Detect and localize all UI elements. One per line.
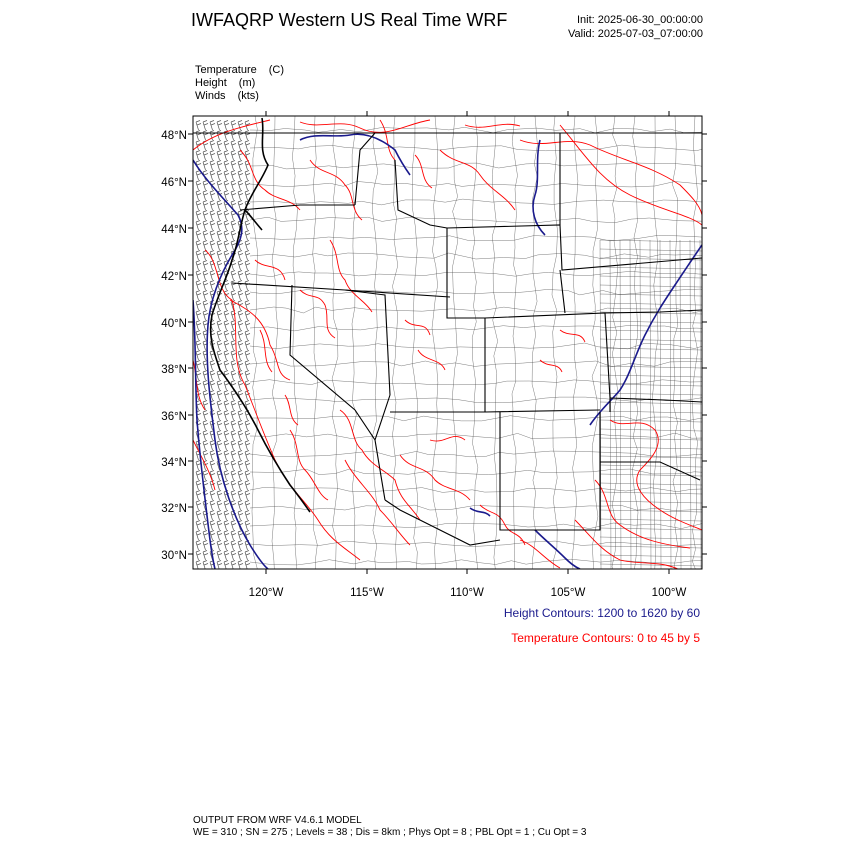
init-time: Init: 2025-06-30_00:00:00 bbox=[577, 14, 703, 26]
county-borders bbox=[250, 116, 728, 592]
lon-label: 100°W bbox=[651, 587, 687, 599]
lon-label: 120°W bbox=[248, 587, 284, 599]
lat-label: 30°N bbox=[161, 550, 187, 562]
lat-label: 38°N bbox=[161, 364, 187, 376]
lat-label: 48°N bbox=[161, 130, 187, 142]
lat-label: 36°N bbox=[161, 411, 187, 423]
lat-label: 40°N bbox=[161, 318, 187, 330]
temperature-contours bbox=[193, 120, 702, 570]
lon-label: 115°W bbox=[350, 587, 384, 599]
lon-label: 105°W bbox=[550, 587, 586, 599]
height-contours bbox=[193, 134, 702, 569]
height-contour-legend: Height Contours: 1200 to 1620 by 60 bbox=[503, 606, 700, 620]
state-borders bbox=[193, 133, 702, 545]
variable-temperature: Temperature (C) bbox=[195, 64, 285, 76]
map-title: IWFAQRP Western US Real Time WRF bbox=[191, 10, 508, 30]
lat-label: 42°N bbox=[161, 271, 187, 283]
variable-height: Height (m) bbox=[195, 77, 256, 89]
lat-label: 46°N bbox=[161, 177, 187, 189]
lon-label: 110°W bbox=[450, 587, 484, 599]
variable-winds: Winds (kts) bbox=[195, 90, 259, 102]
county-grid bbox=[250, 116, 728, 592]
valid-time: Valid: 2025-07-03_07:00:00 bbox=[568, 28, 703, 40]
lat-label: 34°N bbox=[161, 457, 187, 469]
latitude-labels bbox=[161, 130, 187, 562]
axis-ticks bbox=[188, 111, 707, 574]
temperature-contour-legend: Temperature Contours: 0 to 45 by 5 bbox=[511, 631, 700, 645]
tick-marks bbox=[188, 111, 707, 574]
lat-label: 32°N bbox=[161, 503, 187, 515]
lat-label: 44°N bbox=[161, 224, 187, 236]
wind-barbs bbox=[196, 121, 250, 571]
model-version: OUTPUT FROM WRF V4.6.1 MODEL bbox=[193, 815, 362, 826]
model-config: WE = 310 ; SN = 275 ; Levels = 38 ; Dis = 8km ; Phys Opt = 8 ; PBL Opt = 1 ; Cu Opt = 3 bbox=[193, 827, 587, 838]
longitude-labels bbox=[249, 587, 687, 599]
model-info-footer bbox=[193, 815, 586, 839]
wind-barb-field bbox=[196, 121, 250, 571]
